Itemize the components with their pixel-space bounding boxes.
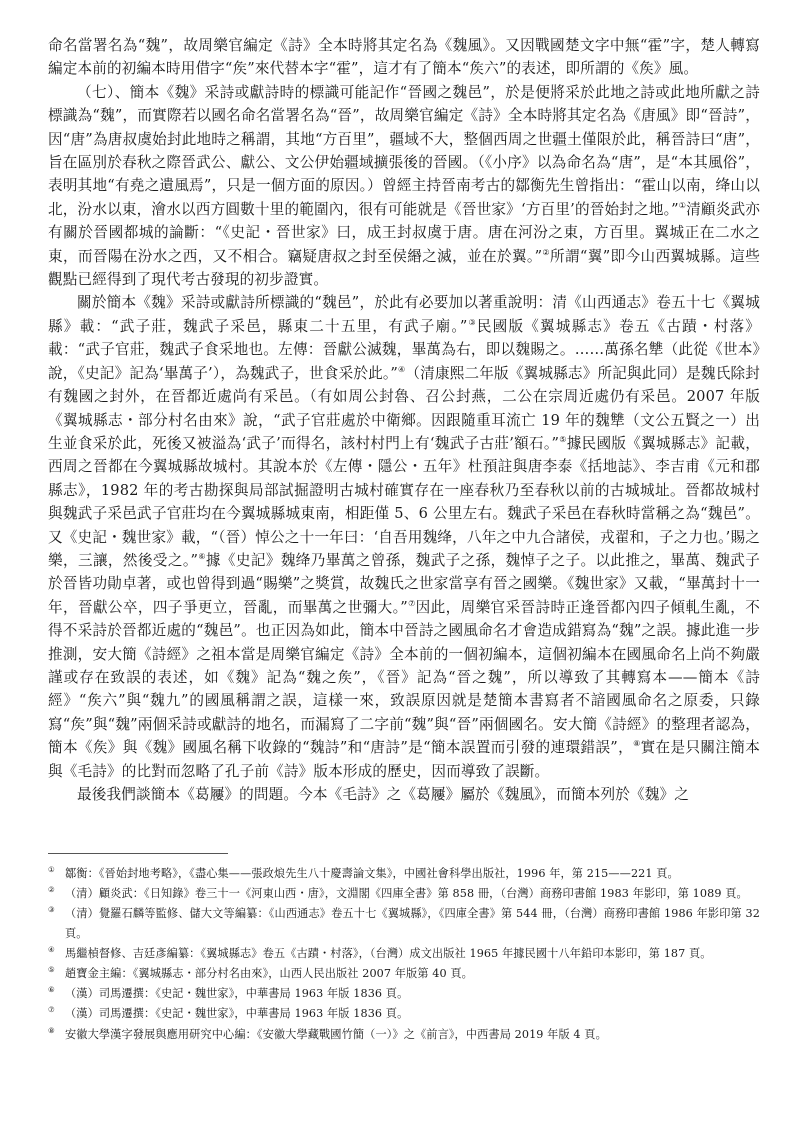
footnote-text: （清）顧炎武：《日知錄》卷三十一《河東山西・唐》，文淵閣《四庫全書》第 858 冊，（台灣）商務印書館 1983 年影印，第 1089 頁。: [65, 887, 748, 901]
paragraph-text: 關於簡本《魏》采詩或獻詩所標識的“魏邑”，於此有必要加以著重說明：清《山西通志》卷五十七《翼城縣》載：“武子莊，魏武子采邑，縣東二十五里，有武子廟。”: [48, 294, 760, 335]
paragraph-text: （清康熙二年版《翼城縣志》所記與此同）是魏氏除封有魏國之封外，在晉都近處尚有采邑。（有如周公封魯、召公封燕，二公在宗周近處仍有采邑。2007 年版《翼城縣志・部分村名由來》說，“武子官莊處於中衛鄉。因跟隨重耳流亡 19 年的魏犨（文公五賢之一）出生並食采於此，死後又被溢為‘武子’而得名，該村村門上有‘魏武子古莊’額石。”: [48, 364, 760, 452]
footnote-reference[interactable]: ③: [467, 318, 477, 328]
footnote-reference[interactable]: ①: [678, 200, 687, 210]
main-text: [48, 34, 760, 806]
footnote-reference[interactable]: ⑦: [407, 598, 416, 608]
paragraph-text: 清顧炎武亦有關於晉國都城的論斷：“《史記・晉世家》曰，成王封叔虞于唐。唐在河汾之東，方百里。翼城正在二水之東，而晉陽在汾水之西，又不相合。竊疑唐叔之封至侯緡之滅，並在於翼。”: [48, 200, 760, 265]
footnote-text: 鄒衡：《晉始封地考略》，《盡心集——張政烺先生八十慶壽論文集》，中國社會科學出版社，1996 年，第 215——221 頁。: [65, 867, 679, 880]
footnote-text: （漢）司馬遷撰：《史記・魏世家》，中華書局 1963 年版 1836 頁。: [65, 987, 409, 1001]
paragraph-text: 命名當署名為“魏”，故周樂官編定《詩》全本時將其定名為《魏風》。又因戰國楚文字中無“霍”字，楚人轉寫編定本前的初編本時用借字“矦”來代替本字“霍”，這才有了簡本“矦六”的表述，即所謂的《矦》風。: [48, 37, 760, 78]
footnote: [48, 884, 760, 903]
footnote: [48, 904, 760, 942]
footnote: [48, 944, 760, 963]
body-paragraph: [48, 783, 760, 806]
footnote-number: ⑦: [48, 1005, 55, 1015]
footnote-text: （漢）司馬遷撰：《史記・魏世家》，中華書局 1963 年版 1836 頁。: [65, 1007, 409, 1021]
footnote-reference[interactable]: ②: [542, 247, 550, 257]
footnote-reference[interactable]: ⑤: [559, 435, 567, 445]
paragraph-text: 據《史記》魏绛乃畢萬之曾孫，魏武子之孫，魏悼子之子。以此推之，畢萬、魏武子於晉皆功勛卓著，或也曾得到過“賜樂”之獎賞，故魏氏之世家當享有晉之國樂。《魏世家》又載，“畢萬封十一年，晉獻公卒，四子爭更立，晉亂，而畢萬之世彌大。”: [48, 551, 760, 616]
footnote: [48, 964, 760, 983]
paragraph-text: （七）、簡本《魏》采詩或獻詩時的標識可能記作“晉國之魏邑”，於是便將采於此地之詩或此地所獻之詩標識為“魏”，而實際若以國名命名當署名為“晉”，故周樂官編定《詩》全本時將其定名為《唐風》即“晉詩”，因“唐”為唐叔虞始封此地時之稱謂，其地“方百里”，疆域不大，整個西周之世疆土僅限於此，稱晉詩曰“唐”，旨在區別於春秋之際晉武公、獻公、文公伊始疆域擴張後的晉國。（《小序》以為命名為“唐”，是“本其風俗”，表明其地“有堯之遺風焉”，只是一個方面的原因。）曾經主持晉南考古的鄒衡先生曾指出：“霍山以南，绛山以北，汾水以東，澮水以西方圓數十里的範圍內，很有可能就是《晉世家》‘方百里’的晉始封之地。”: [48, 83, 760, 218]
footnote-reference[interactable]: ⑥: [198, 552, 206, 562]
paragraph-text: 據民國版《翼城縣志》記載，西周之晉都在今翼城縣故城村。其說本於《左傳・隱公・五年》杜預註與唐李泰《括地誌》、李吉甫《元和郡縣志》，1982 年的考古勘探與局部試掘證明古城村確實存在一座春秋乃至春秋以前的古城城址。晉都故城村與魏武子采邑武子官莊均在今翼城縣城東南，相距僅 5、6 公里左右。魏武子采邑在春秋時當稱之為“魏邑”。又《史記・魏世家》載，“（晉）悼公之十一年曰：‘自吾用魏绛，八年之中九合諸侯，戎翟和，子之力也。’賜之樂，三讓，然後受之。”: [48, 434, 761, 569]
footnote: [48, 1025, 760, 1044]
footnote-text: 趙寶金主編：《翼城縣志・部分村名由來》，山西人民出版社 2007 年版第 40 頁。: [65, 967, 473, 981]
footnote-text: 馬繼楨督修、吉廷彥編纂：《翼城縣志》卷五《古蹟・村落》，（台灣）成文出版社 1965 年據民國十八年鉛印本影印，第 187 頁。: [65, 946, 712, 960]
footnote-number: ⑤: [48, 965, 55, 975]
footnote-number: ②: [48, 885, 55, 895]
footnote-number: ⑥: [48, 985, 55, 995]
footnote-number: ④: [48, 944, 55, 954]
footnote: [48, 984, 760, 1003]
footnote-number: ③: [48, 905, 55, 915]
paragraph-text: 因此，周樂官采晉詩時正逢晉都內四子傾軋生亂，不得不采詩於晉都近處的“魏邑”。也正因為如此，簡本中晉詩之國風命名才會造成錯寫為“魏”之誤。據此進一步推測，安大簡《詩經》之祖本當是周樂官編定《詩》全本前的一個初編本，這個初編本在國風命名上尚不夠嚴謹或存在致誤的表述，如《魏》記為“魏之矦”，《晉》記為“晉之魏”，所以導致了其轉寫本——簡本《詩經》“矦六”與“魏九”的國風稱謂之誤，這樣一來，致誤原因就是楚簡本書寫者不諳國風命名之原委，只錄寫“矦”與“魏”兩個采詩或獻詩的地名，而漏寫了二字前“魏”與“晉”兩個國名。安大簡《詩經》的整理者認為，簡本《矦》與《魏》國風名稱下收錄的“魏詩”和“唐詩”是“簡本誤置而引發的連環錯誤”，: [48, 598, 760, 757]
footnote-reference[interactable]: ⑧: [633, 739, 641, 749]
footnote-text: （清）覺羅石麟等監修、儲大文等編纂：《山西通志》卷五十七《翼城縣》，《四庫全書》第 544 冊，（台灣）商務印書館 1986 年影印第 32 頁。: [65, 907, 760, 940]
paragraph-text: 實在是只關注簡本與《毛詩》的比對而忽略了孔子前《詩》版本形成的歷史，因而導致了誤斷。: [48, 739, 760, 780]
body-paragraph: [48, 291, 760, 783]
footnote-reference[interactable]: ④: [398, 364, 406, 374]
footnote-number: ①: [48, 865, 55, 874]
footnote: [48, 1004, 760, 1023]
footnote-divider: [48, 853, 228, 854]
body-paragraph: [48, 81, 760, 292]
footnotes-section: [48, 864, 760, 1045]
footnote-number: ⑧: [48, 1025, 55, 1035]
paragraph-text: 最後我們談簡本《葛屨》的問題。今本《毛詩》之《葛屨》屬於《魏風》，而簡本列於《魏》之: [77, 786, 689, 803]
footnote-text: 安徽大學漢字發展與應用研究中心編：《安徽大學藏戰國竹簡（一）》之《前言》，中西書局 2019 年版 4 頁。: [65, 1027, 607, 1041]
paragraph-text: 民國版《翼城縣志》卷五《古蹟・村落》載：“武子官莊，魏武子食采地也。左傳：晉獻公滅魏，畢萬為右，即以魏賜之。……萬孫名犨（此從《世本》說，《史記》記為‘畢萬子’），為魏武子，世食采於此。”: [48, 317, 761, 382]
paragraph-text: 所謂“翼”即今山西翼城縣。這些觀點已經得到了現代考古發現的初步證實。: [48, 247, 760, 289]
footnote: [48, 864, 760, 883]
body-paragraph: [48, 34, 760, 81]
